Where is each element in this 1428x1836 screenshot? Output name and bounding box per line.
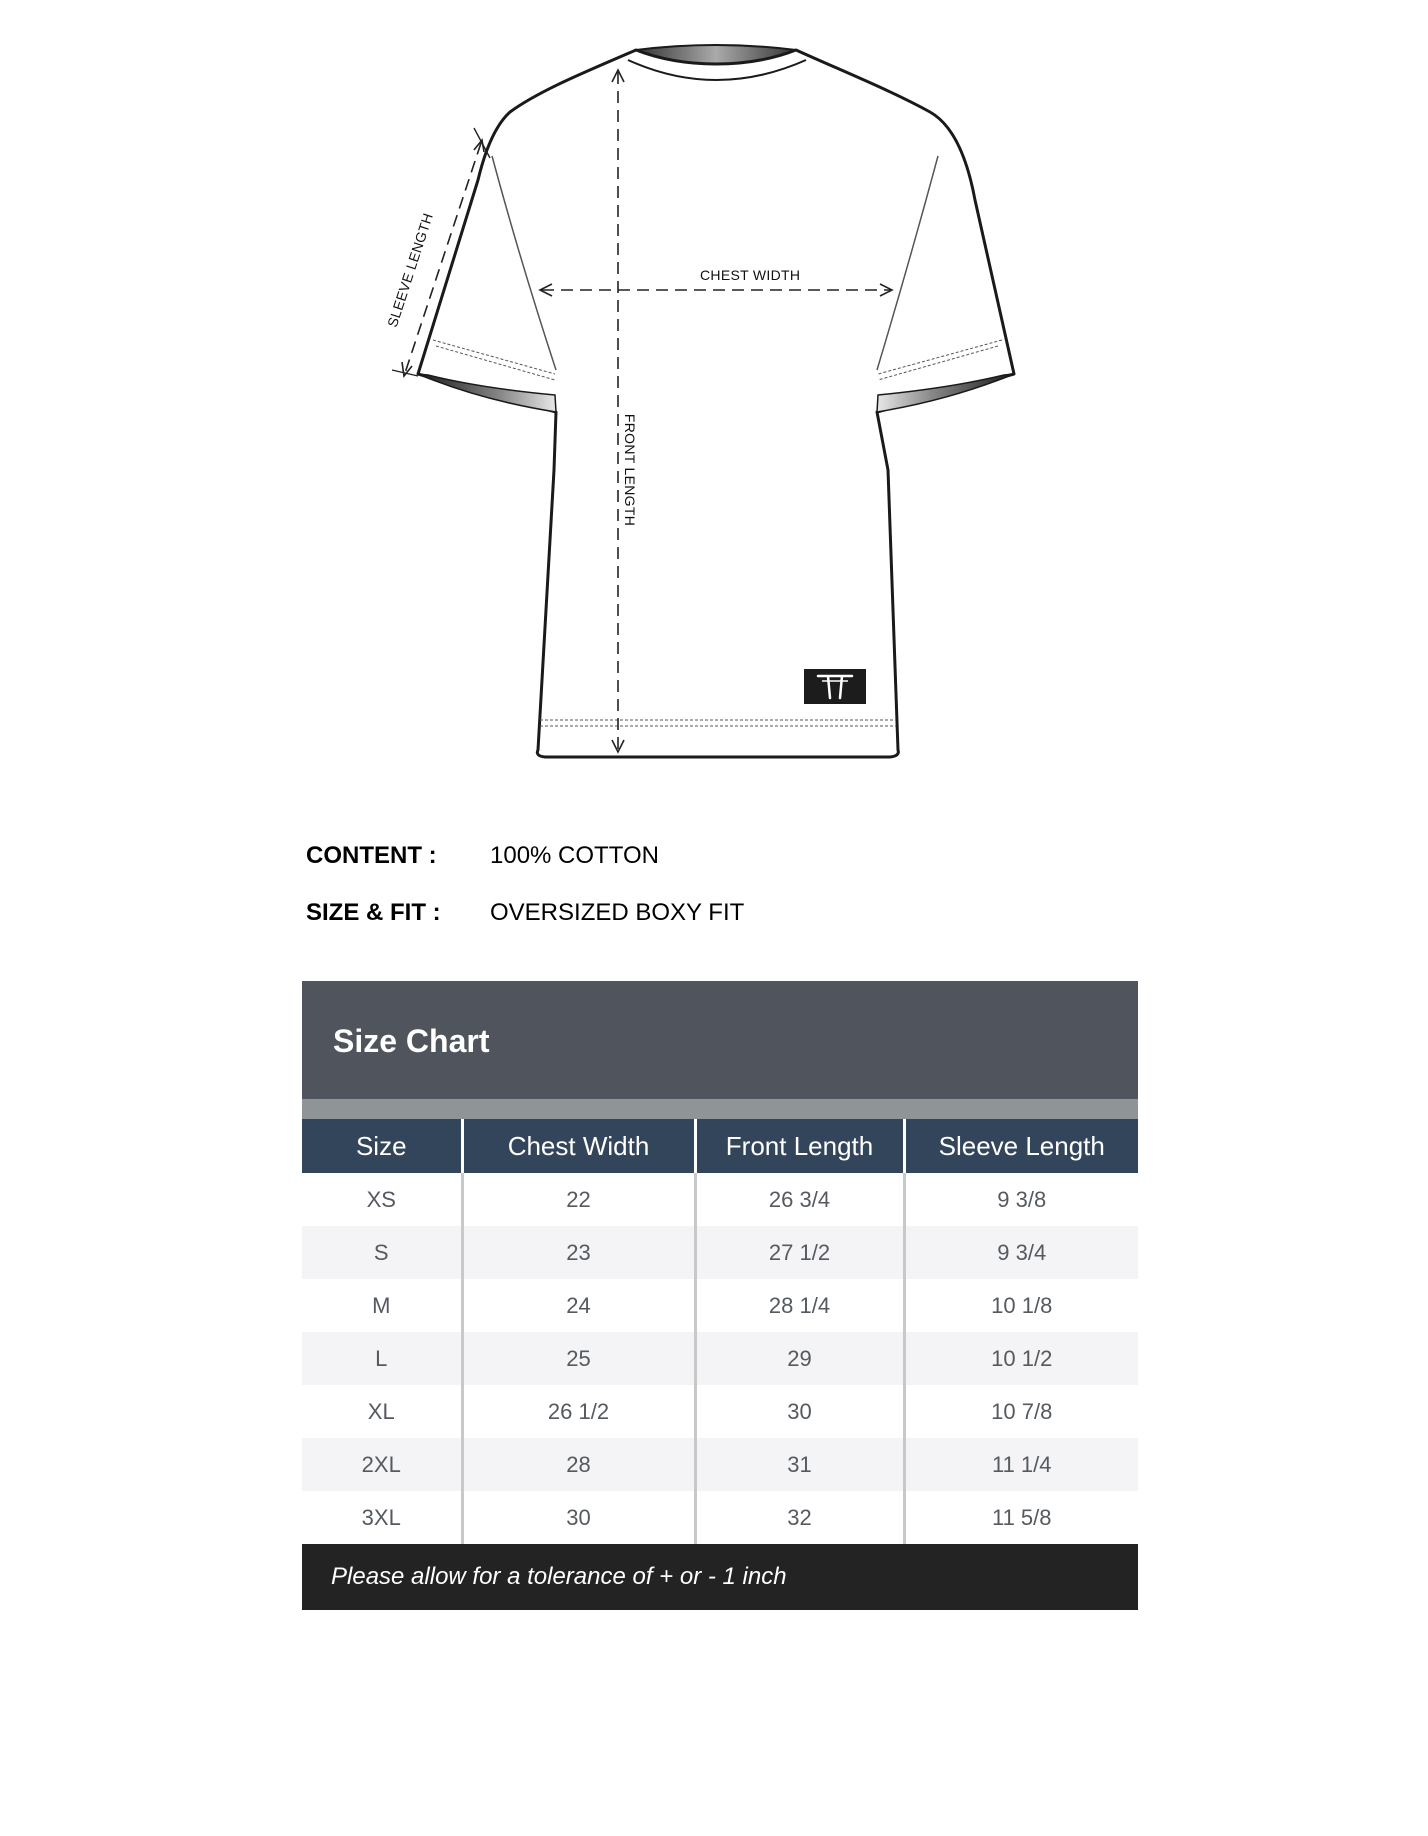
cell-size: XL <box>302 1385 462 1438</box>
size-chart-footer <box>302 1544 1138 1610</box>
cell-front-length: 28 1/4 <box>695 1279 904 1332</box>
cell-chest-width: 28 <box>462 1438 695 1491</box>
size-chart <box>302 981 1138 1610</box>
tolerance-note: Please allow for a tolerance of + or - 1 inch <box>331 1563 787 1590</box>
cell-sleeve-length: 9 3/4 <box>904 1226 1138 1279</box>
cell-front-length: 30 <box>695 1385 904 1438</box>
chest-width-label: CHEST WIDTH <box>700 267 801 283</box>
cell-chest-width: 30 <box>462 1491 695 1544</box>
cell-size: S <box>302 1226 462 1279</box>
header-chest-width: Chest Width <box>462 1119 695 1173</box>
table-row <box>302 1438 1138 1491</box>
table-row <box>302 1226 1138 1279</box>
cell-front-length: 31 <box>695 1438 904 1491</box>
size-table <box>302 1119 1138 1544</box>
table-row <box>302 1491 1138 1544</box>
tshirt-outline <box>0 0 1428 800</box>
cell-size: XS <box>302 1173 462 1226</box>
fit-spec-key: SIZE & FIT : <box>306 899 441 926</box>
cell-front-length: 32 <box>695 1491 904 1544</box>
cell-front-length: 29 <box>695 1332 904 1385</box>
content-spec-key: CONTENT : <box>306 842 437 869</box>
cell-sleeve-length: 10 7/8 <box>904 1385 1138 1438</box>
size-chart-title-bar <box>302 981 1138 1099</box>
cell-chest-width: 26 1/2 <box>462 1385 695 1438</box>
cell-sleeve-length: 11 1/4 <box>904 1438 1138 1491</box>
size-chart-title: Size Chart <box>333 1023 490 1059</box>
header-front-length: Front Length <box>695 1119 904 1173</box>
cell-chest-width: 23 <box>462 1226 695 1279</box>
cell-sleeve-length: 10 1/2 <box>904 1332 1138 1385</box>
table-row <box>302 1279 1138 1332</box>
cell-chest-width: 25 <box>462 1332 695 1385</box>
cell-size: 3XL <box>302 1491 462 1544</box>
size-chart-separator <box>302 1099 1138 1119</box>
cell-sleeve-length: 11 5/8 <box>904 1491 1138 1544</box>
content-spec-value: 100% COTTON <box>490 842 659 869</box>
cell-chest-width: 24 <box>462 1279 695 1332</box>
header-sleeve-length: Sleeve Length <box>904 1119 1138 1173</box>
header-size: Size <box>302 1119 462 1173</box>
cell-front-length: 27 1/2 <box>695 1226 904 1279</box>
brand-logo <box>804 669 866 704</box>
cell-sleeve-length: 10 1/8 <box>904 1279 1138 1332</box>
cell-chest-width: 22 <box>462 1173 695 1226</box>
front-length-label: FRONT LENGTH <box>622 413 638 527</box>
table-row <box>302 1332 1138 1385</box>
cell-size: M <box>302 1279 462 1332</box>
cell-sleeve-length: 9 3/8 <box>904 1173 1138 1226</box>
sleeve-length-label: SLEEVE LENGTH <box>383 210 437 330</box>
table-row <box>302 1385 1138 1438</box>
table-row <box>302 1173 1138 1226</box>
cell-size: L <box>302 1332 462 1385</box>
tshirt-diagram <box>0 0 1428 800</box>
cell-size: 2XL <box>302 1438 462 1491</box>
table-header-row <box>302 1119 1138 1173</box>
fit-spec-value: OVERSIZED BOXY FIT <box>490 899 745 926</box>
cell-front-length: 26 3/4 <box>695 1173 904 1226</box>
